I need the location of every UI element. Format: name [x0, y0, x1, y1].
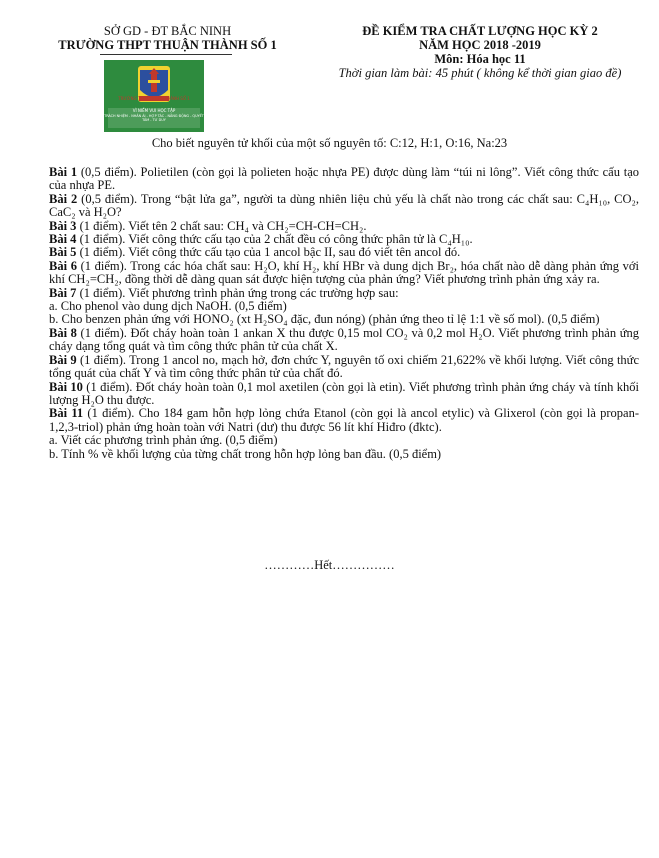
question-label: Bài 5 [49, 245, 77, 260]
question-text: a. Cho phenol vào dung dịch NaOH. (0,5 điểm) [49, 299, 287, 314]
question-label: Bài 4 [49, 232, 77, 247]
question-item [49, 166, 639, 193]
exam-title: ĐỀ KIỂM TRA CHẤT LƯỢNG HỌC KỲ 2 [362, 24, 598, 38]
question-list [49, 166, 639, 461]
question-item [49, 260, 639, 287]
exam-time: Thời gian làm bài: 45 phút ( không kể thời gian giao đề) [338, 66, 622, 80]
question-item [49, 381, 639, 408]
subject: Môn: Hóa học 11 [434, 52, 526, 66]
question-text: (0,5 điểm). Polietilen (còn gọi là polieten hoặc nhựa PE) được dùng làm “túi ni lông”. Viết công thức cấu tạo của nhựa PE. [49, 165, 640, 193]
atomic-masses: Cho biết nguyên tử khối của một số nguyên tố: C:12, H:1, O:16, Na:23 [151, 136, 508, 150]
question-text: a. Viết các phương trình phản ứng. (0,5 điểm) [49, 433, 278, 448]
question-item [49, 448, 639, 461]
question-text: (1 điểm). Viết công thức cấu tạo của 2 chất đều có công thức phân tử là C₄H₁₀. [76, 232, 473, 247]
question-text: (1 điểm). Viết tên 2 chất sau: CH₄ và CH₂=CH-CH=CH₂. [76, 218, 367, 233]
question-text: b. Cho benzen phản ứng với HONO₂ (xt H₂SO₄ đặc, đun nóng) (phản ứng theo tỉ lệ 1:1 về số mol). (0,5 điểm) [49, 312, 600, 327]
end-marker: …………Hết…………… [264, 558, 395, 572]
question-item [49, 300, 639, 313]
header-left [40, 24, 295, 52]
question-item [49, 327, 639, 354]
question-item [49, 246, 639, 259]
logo-motto-1: VÌ NIỀM VUI HỌC TẬP [132, 108, 176, 113]
question-text: (0,5 điểm). Trong “bật lửa ga”, người ta dùng nhiên liệu chủ yếu là chất nào trong các chất sau: C₄H₁₀, CO₂, CaC₂ và H₂O? [49, 191, 640, 220]
question-text: (1 điểm). Trong 1 ancol no, mạch hở, đơn chức Y, nguyên tố oxi chiếm 21,622% về khối lượng. Viết công thức tổng quát của chất Y và tìm công thức phân tử của chất đó. [49, 352, 639, 381]
question-label: Bài 10 [49, 379, 83, 394]
school-year: NĂM HỌC 2018 -2019 [419, 38, 541, 52]
question-label: Bài 1 [49, 165, 78, 179]
question-label: Bài 6 [49, 258, 77, 273]
question-label: Bài 8 [49, 325, 77, 340]
department-name: SỞ GD - ĐT BẮC NINH [103, 24, 232, 38]
question-text: (1 điểm). Viết công thức cấu tạo của 1 ancol bậc II, sau đó viết tên ancol đó. [76, 245, 461, 260]
school-name: TRƯỜNG THPT THUẬN THÀNH SỐ 1 [58, 38, 277, 52]
question-item [49, 354, 639, 381]
question-text: (1 điểm). Cho 184 gam hỗn hợp lỏng chứa Etanol (còn gọi là ancol etylic) và Glixerol (còn gọi là propan-1,2,3-triol) phản ứng hoàn toàn với Natri (dư) thu được 56 lít khí Hiđro (đktc). [49, 406, 639, 434]
question-label: Bài 11 [49, 406, 84, 421]
question-label: Bài 2 [49, 191, 78, 206]
logo-banner: TRƯỜNG THPT THUẬN THÀNH SỐ 1 [118, 96, 190, 101]
question-item [49, 313, 639, 326]
question-text: (1 điểm). Đốt cháy hoàn toàn 1 ankan X thu được 0,15 mol CO₂ và 0,2 mol H₂O. Viết phương trình phản ứng cháy dạng tổng quát và tìm công thức phân tử của chất X. [49, 325, 639, 354]
question-text: (1 điểm). Viết phương trình phản ứng trong các trường hợp sau: [76, 285, 399, 300]
question-text: b. Tính % về khối lượng của từng chất trong hỗn hợp lỏng ban đầu. (0,5 điểm) [49, 446, 442, 461]
question-item [49, 220, 639, 233]
logo-motto-2: TRÁCH NHIỆM - NHÂN ÁI - HỢP TÁC - NĂNG ĐỘNG - QUYẾT TÂM - TƯ DUY [104, 114, 204, 123]
question-item [49, 287, 639, 300]
question-item [49, 434, 639, 447]
question-text: (1 điểm). Đốt cháy hoàn toàn 0,1 mol axetilen (còn gọi là etin). Viết phương trình phản ứng cháy và tính khối lượng H₂O thu được. [49, 379, 640, 407]
question-item [49, 193, 639, 220]
question-label: Bài 7 [49, 285, 77, 300]
question-item [49, 407, 639, 434]
question-label: Bài 9 [49, 352, 77, 367]
question-text: (1 điểm). Trong các hóa chất sau: H₂O, khí H₂, khí HBr và dung dịch Br₂, hóa chất nào dễ dàng phản ứng với khí CH₂=CH₂, đồng thời dễ dàng quan sát được hiện tượng của phản ứng? Viết phương trình phản ứng xảy ra. [49, 258, 640, 287]
header-right [320, 24, 640, 80]
header-divider [100, 54, 232, 55]
question-label: Bài 3 [49, 218, 77, 233]
question-item [49, 233, 639, 246]
